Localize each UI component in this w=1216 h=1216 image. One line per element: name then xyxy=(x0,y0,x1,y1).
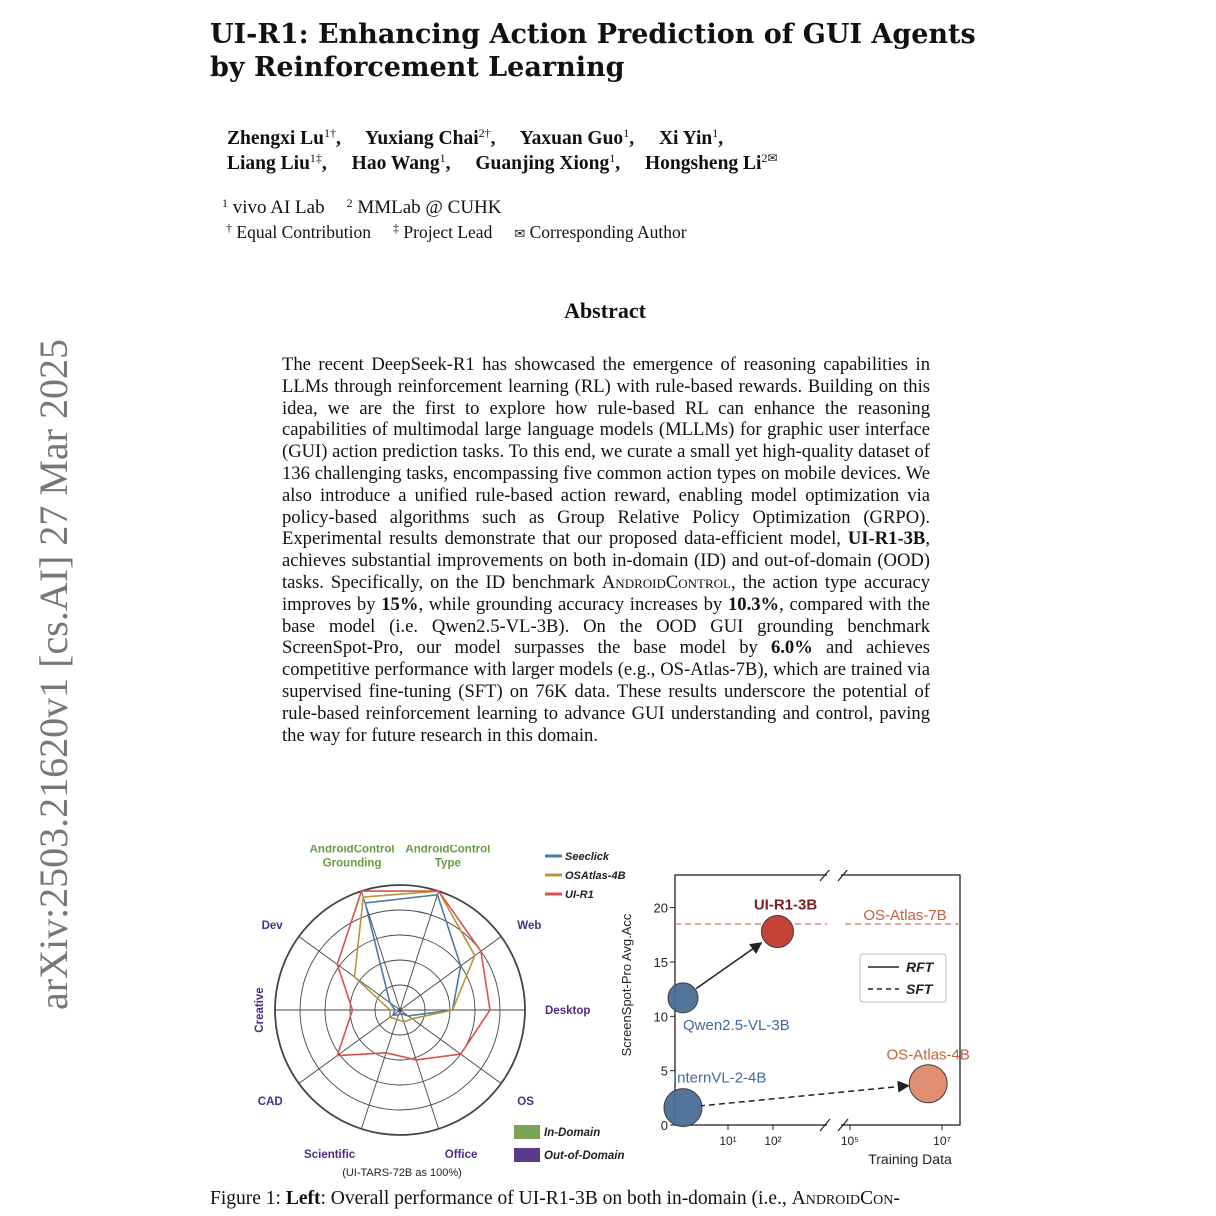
domain-legend xyxy=(514,1125,624,1162)
scatter-point xyxy=(909,1065,947,1103)
axis-break-gap xyxy=(827,873,841,1127)
radar-spoke xyxy=(400,1010,439,1129)
radar-chart xyxy=(240,845,660,1185)
radar-axis-label: AndroidControl Grounding xyxy=(309,845,395,870)
radar-axis-label: CAD xyxy=(257,1096,283,1109)
point-label: UI-R1-3B xyxy=(753,896,818,914)
y-tick-label: 10 xyxy=(653,1009,668,1025)
radar-axis-label: AndroidControl Type xyxy=(405,845,491,870)
affiliations xyxy=(222,196,687,246)
legend-seeclick: Seeclick xyxy=(565,851,610,863)
point-label: InternVL-2-4B xyxy=(673,1069,767,1087)
author: Liang Liu$^{1\ddagger}$, xyxy=(227,151,327,174)
radar-spoke xyxy=(400,937,501,1010)
author: Hongsheng $Li^{2✉}$ xyxy=(644,151,778,174)
out-domain-label: Out-of-Domain xyxy=(544,1150,625,1162)
radar-series-group xyxy=(337,891,490,1060)
radar-axis-label: Desktop xyxy=(545,1005,591,1017)
in-domain-label: In-Domain xyxy=(544,1127,601,1139)
author: Xi Yin$^1$, xyxy=(658,126,724,149)
x-tick-label: 10⁷ xyxy=(933,1134,951,1148)
scatter-legend xyxy=(860,954,946,1002)
figure-caption: Figure 1: Left: Overall performance of UI-R1-3B on both in-domain (i.e., AndroidCon- xyxy=(210,1188,900,1209)
radar-spoke xyxy=(400,891,439,1010)
radar-spoke xyxy=(361,1010,400,1129)
radar-axis-label: Office xyxy=(444,1148,478,1161)
y-tick-label: 15 xyxy=(653,954,668,970)
scatter-xlabel: Training Data xyxy=(868,1151,952,1167)
radar-note: (UI-TARS-72B as 100%) xyxy=(342,1167,462,1179)
scatter-chart xyxy=(615,870,975,1170)
y-tick-label: 20 xyxy=(653,900,668,916)
reference-label: OS-Atlas-7B xyxy=(863,906,947,924)
x-tick-label: 10⁵ xyxy=(840,1134,860,1148)
legend-osatlas: OSAtlas-4B xyxy=(565,870,626,882)
contribution-notes: † Equal Contribution ‡ Project Lead ✉ Corresponding Author xyxy=(226,221,687,242)
radar-axis-label: OS xyxy=(517,1096,534,1109)
abstract-heading: Abstract xyxy=(564,298,646,323)
x-tick-label: 10¹ xyxy=(719,1134,737,1148)
radar-axis-label: Creative xyxy=(254,987,266,1033)
author: Yaxuan Guo$^1$, xyxy=(519,126,635,149)
scatter-ylabel: ScreenSpot-Pro Avg.Acc xyxy=(619,913,634,1057)
sft-arrow xyxy=(699,1086,908,1106)
radar-axis-label: Scientific xyxy=(304,1148,356,1161)
point-label: OS-Atlas-4B xyxy=(886,1046,970,1064)
point-label: Qwen2.5-VL-3B xyxy=(683,1016,790,1034)
scatter-point xyxy=(668,983,698,1013)
author: Zhengxi $Lu^{1\dagger}$, xyxy=(227,126,341,149)
paper-title: UI-R1: Enhancing Action Prediction of GUI Agents by Reinforcement Learning xyxy=(210,19,976,83)
radar-legend xyxy=(545,851,626,901)
legend-ui-r1: UI-R1 xyxy=(565,889,594,901)
author: Hao Wang$^1$, xyxy=(351,151,451,174)
author-row-1 xyxy=(227,126,798,151)
envelope-icon: ✉ xyxy=(514,226,526,241)
radar-axis-label: Dev xyxy=(261,919,283,932)
radar-spoke xyxy=(400,1010,501,1083)
rft-arrow xyxy=(696,943,761,989)
legend-sft: SFT xyxy=(906,981,933,997)
author: Guanjing Xiong$^1$, xyxy=(475,151,621,174)
author-list xyxy=(227,126,798,176)
radar-axis-label: Web xyxy=(517,919,542,932)
scatter-point xyxy=(664,1089,702,1127)
out-domain-swatch xyxy=(514,1148,540,1162)
scatter-point xyxy=(762,916,794,948)
legend-rft: RFT xyxy=(906,959,934,975)
arxiv-sidebar-id: arXiv:2503.21620v1 [cs.AI] 27 Mar 2025 xyxy=(31,339,76,1010)
radar-grid xyxy=(275,885,525,1135)
author-row-2 xyxy=(227,151,798,176)
author: Yuxiang Chai$^{2\dagger}$, xyxy=(365,126,496,149)
y-tick-label: 0 xyxy=(660,1118,668,1133)
abstract-text: The recent DeepSeek-R1 has showcased the emergence of reasoning capabilities in LLMs through reinforcement learning (RL) with rule-based rewards. Building on this idea, we are the first to explore how rule-based RL can enhance the reasoning capabilities of multimodal large language models (MLLMs) for graphic user interface (GUI) action prediction tasks. To this end, we curate a small yet high-quality dataset of 136 challenging tasks, encompassing five common action types on mobile devices. We also introduce a unified rule-based action reward, enabling model optimization via policy-based algorithms such as Group Relative Policy Optimization (GRPO). Experimental results demonstrate that our proposed data-efficient model, UI-R1-3B, achieves substantial improvements on both in-domain (ID) and out-of-domain (OOD) tasks. Specifically, on the ID benchmark AndroidControl, the action type accuracy improves by 15%, while grounding accuracy increases by 10.3%, compared with the base model (i.e. Qwen2.5-VL-3B). On the OOD GUI grounding benchmark ScreenSpot-Pro, our model surpasses the base model by 6.0% and achieves competitive performance with larger models (e.g., OS-Atlas-7B), which are trained via supervised fine-tuning (SFT) on 76K data. These results underscore the potential of rule-based reinforcement learning to advance GUI understanding and control, paving the way for future research in this domain. xyxy=(282,354,931,746)
in-domain-swatch xyxy=(514,1125,540,1139)
radar-series-seeclick xyxy=(365,895,461,1016)
y-tick-label: 5 xyxy=(660,1063,668,1079)
scatter-points xyxy=(664,897,970,1127)
affiliation-row: $^1$ vivo AI Lab $^2$ MMLab @ CUHK xyxy=(222,196,502,218)
x-tick-label: 10² xyxy=(764,1134,782,1148)
